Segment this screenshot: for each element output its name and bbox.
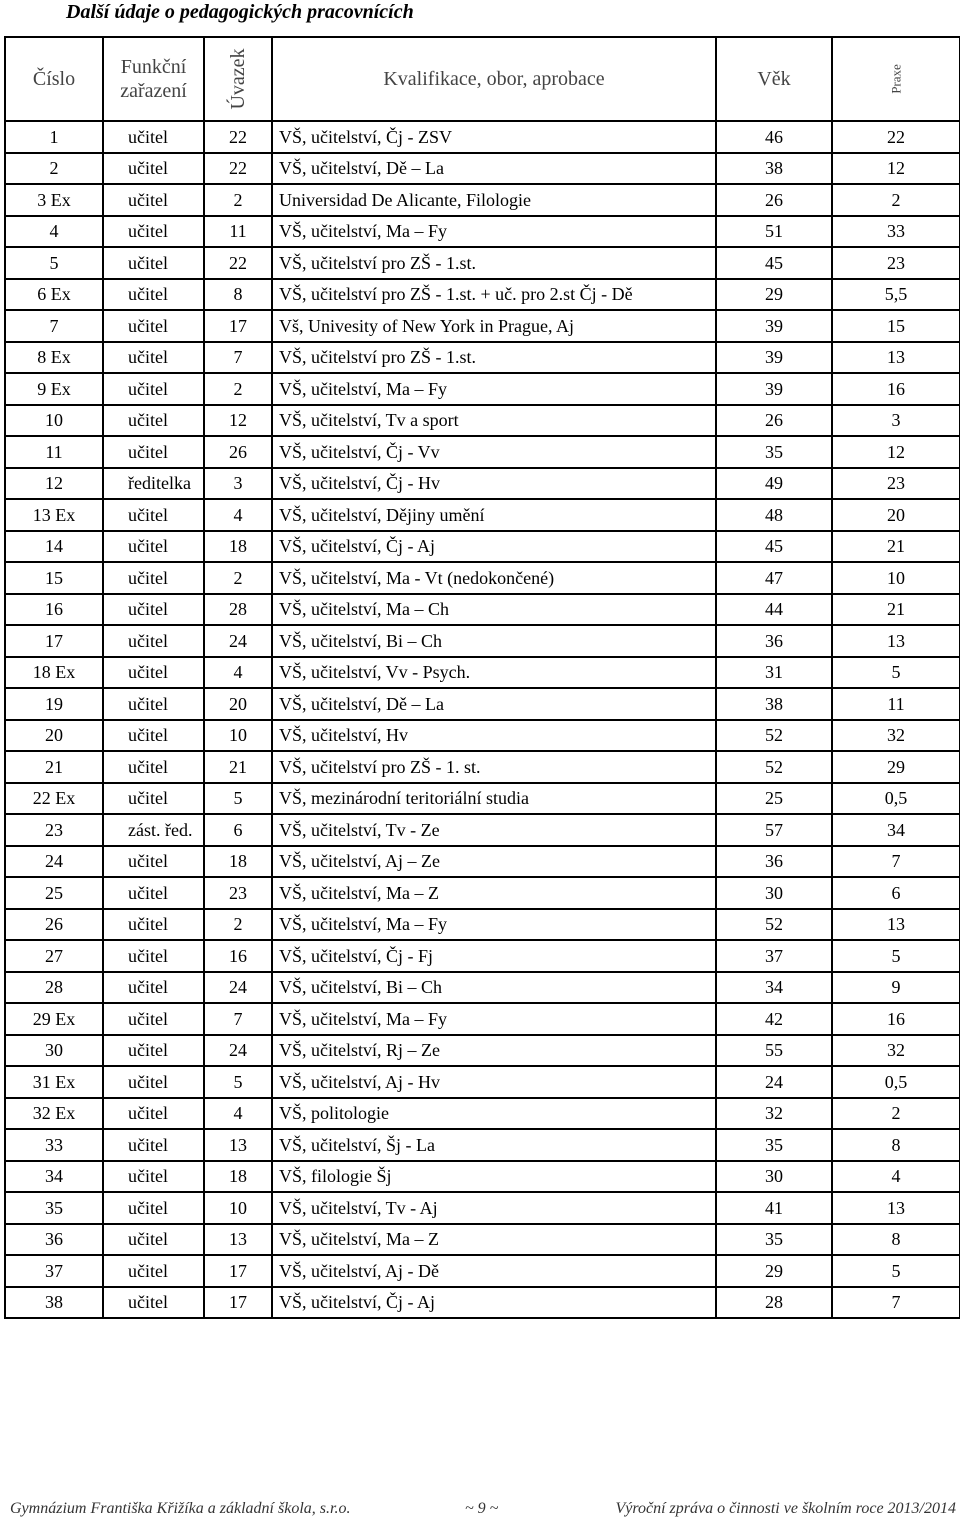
cell-function: učitel	[103, 153, 204, 185]
cell-age: 46	[716, 121, 832, 153]
cell-function: učitel	[103, 1255, 204, 1287]
cell-age: 35	[716, 436, 832, 468]
cell-function: učitel	[103, 972, 204, 1004]
cell-qualification: VŠ, učitelství, Dějiny umění	[272, 499, 716, 531]
cell-number: 17	[5, 625, 103, 657]
cell-qualification: Vš, Univesity of New York in Prague, Aj	[272, 310, 716, 342]
cell-age: 29	[716, 279, 832, 311]
table-row	[5, 531, 960, 563]
cell-function: učitel	[103, 594, 204, 626]
cell-function: učitel	[103, 436, 204, 468]
cell-practice: 32	[832, 1035, 960, 1067]
cell-load: 8	[204, 279, 272, 311]
cell-qualification: VŠ, učitelství, Ma – Fy	[272, 216, 716, 248]
cell-age: 41	[716, 1192, 832, 1224]
cell-number: 13 Ex	[5, 499, 103, 531]
cell-load: 10	[204, 1192, 272, 1224]
cell-practice: 5	[832, 657, 960, 689]
cell-number: 21	[5, 751, 103, 783]
cell-number: 3 Ex	[5, 184, 103, 216]
cell-number: 4	[5, 216, 103, 248]
table-row	[5, 342, 960, 374]
cell-qualification: VŠ, učitelství, Čj - Aj	[272, 1287, 716, 1319]
cell-age: 37	[716, 940, 832, 972]
cell-function: učitel	[103, 531, 204, 563]
cell-age: 49	[716, 468, 832, 500]
cell-load: 7	[204, 342, 272, 374]
cell-load: 13	[204, 1224, 272, 1256]
table-row	[5, 216, 960, 248]
cell-number: 20	[5, 720, 103, 752]
cell-load: 16	[204, 940, 272, 972]
cell-practice: 8	[832, 1129, 960, 1161]
cell-practice: 10	[832, 562, 960, 594]
cell-age: 36	[716, 625, 832, 657]
cell-qualification: VŠ, učitelství pro ZŠ - 1.st. + uč. pro 2.st Čj - Dě	[272, 279, 716, 311]
cell-number: 6 Ex	[5, 279, 103, 311]
cell-function: učitel	[103, 846, 204, 878]
cell-number: 12	[5, 468, 103, 500]
cell-number: 32 Ex	[5, 1098, 103, 1130]
cell-load: 17	[204, 1255, 272, 1287]
cell-function: učitel	[103, 1035, 204, 1067]
cell-number: 29 Ex	[5, 1003, 103, 1035]
cell-qualification: VŠ, učitelství, Ma – Fy	[272, 1003, 716, 1035]
cell-load: 4	[204, 657, 272, 689]
table-row	[5, 909, 960, 941]
cell-practice: 9	[832, 972, 960, 1004]
table-row	[5, 688, 960, 720]
cell-number: 34	[5, 1161, 103, 1193]
table-header-row	[5, 37, 960, 121]
header-function: Funkční zařazení	[103, 37, 204, 121]
cell-function: učitel	[103, 877, 204, 909]
cell-age: 52	[716, 751, 832, 783]
cell-qualification: VŠ, učitelství, Čj - Vv	[272, 436, 716, 468]
cell-number: 23	[5, 814, 103, 846]
header-qualification: Kvalifikace, obor, aprobace	[272, 37, 716, 121]
cell-practice: 23	[832, 247, 960, 279]
cell-function: ředitelka	[103, 468, 204, 500]
cell-practice: 8	[832, 1224, 960, 1256]
cell-load: 18	[204, 531, 272, 563]
table-row	[5, 1129, 960, 1161]
cell-load: 11	[204, 216, 272, 248]
page-title: Další údaje o pedagogických pracovnících	[66, 1, 414, 23]
cell-load: 5	[204, 1066, 272, 1098]
cell-function: učitel	[103, 720, 204, 752]
cell-practice: 16	[832, 1003, 960, 1035]
cell-load: 5	[204, 783, 272, 815]
cell-number: 16	[5, 594, 103, 626]
cell-age: 32	[716, 1098, 832, 1130]
cell-function: učitel	[103, 625, 204, 657]
header-load: Úvazek	[204, 37, 272, 121]
cell-load: 26	[204, 436, 272, 468]
footer-school-name: Gymnázium Františka Křižíka a základní škola, s.r.o.	[10, 1500, 351, 1517]
cell-age: 30	[716, 1161, 832, 1193]
cell-function: učitel	[103, 751, 204, 783]
cell-qualification: VŠ, učitelství, Vv - Psych.	[272, 657, 716, 689]
cell-load: 3	[204, 468, 272, 500]
cell-practice: 21	[832, 531, 960, 563]
cell-number: 10	[5, 405, 103, 437]
cell-practice: 11	[832, 688, 960, 720]
cell-qualification: VŠ, učitelství, Čj - Hv	[272, 468, 716, 500]
cell-age: 42	[716, 1003, 832, 1035]
cell-age: 39	[716, 373, 832, 405]
table-row	[5, 751, 960, 783]
cell-load: 17	[204, 310, 272, 342]
cell-number: 28	[5, 972, 103, 1004]
cell-practice: 29	[832, 751, 960, 783]
cell-function: učitel	[103, 184, 204, 216]
cell-age: 38	[716, 153, 832, 185]
cell-number: 11	[5, 436, 103, 468]
cell-practice: 2	[832, 1098, 960, 1130]
cell-number: 38	[5, 1287, 103, 1319]
table-row	[5, 436, 960, 468]
table-row	[5, 594, 960, 626]
staff-table	[4, 36, 960, 1319]
cell-practice: 15	[832, 310, 960, 342]
table-row	[5, 1224, 960, 1256]
cell-function: učitel	[103, 1224, 204, 1256]
cell-qualification: VŠ, učitelství, Tv - Aj	[272, 1192, 716, 1224]
table-row	[5, 940, 960, 972]
cell-practice: 16	[832, 373, 960, 405]
footer-page-number: ~ 9 ~	[465, 1500, 499, 1517]
cell-practice: 12	[832, 153, 960, 185]
cell-qualification: VŠ, učitelství, Tv - Ze	[272, 814, 716, 846]
cell-load: 20	[204, 688, 272, 720]
cell-number: 9 Ex	[5, 373, 103, 405]
cell-age: 35	[716, 1224, 832, 1256]
table-row	[5, 1066, 960, 1098]
table-row	[5, 657, 960, 689]
cell-age: 48	[716, 499, 832, 531]
cell-age: 45	[716, 531, 832, 563]
table-row	[5, 373, 960, 405]
table-row	[5, 846, 960, 878]
table-row	[5, 783, 960, 815]
cell-qualification: VŠ, učitelství, Aj - Hv	[272, 1066, 716, 1098]
cell-qualification: VŠ, učitelství pro ZŠ - 1.st.	[272, 247, 716, 279]
cell-age: 51	[716, 216, 832, 248]
cell-age: 47	[716, 562, 832, 594]
cell-qualification: VŠ, učitelství, Ma – Fy	[272, 373, 716, 405]
cell-load: 18	[204, 846, 272, 878]
cell-practice: 7	[832, 846, 960, 878]
cell-function: učitel	[103, 216, 204, 248]
cell-age: 39	[716, 310, 832, 342]
cell-load: 4	[204, 1098, 272, 1130]
cell-function: učitel	[103, 909, 204, 941]
cell-number: 26	[5, 909, 103, 941]
cell-function: učitel	[103, 1129, 204, 1161]
table-row	[5, 247, 960, 279]
header-age: Věk	[716, 37, 832, 121]
cell-function: učitel	[103, 405, 204, 437]
table-row	[5, 121, 960, 153]
cell-qualification: VŠ, učitelství, Dě – La	[272, 688, 716, 720]
cell-practice: 21	[832, 594, 960, 626]
cell-age: 30	[716, 877, 832, 909]
cell-age: 26	[716, 184, 832, 216]
cell-number: 36	[5, 1224, 103, 1256]
cell-number: 14	[5, 531, 103, 563]
cell-number: 15	[5, 562, 103, 594]
cell-load: 22	[204, 121, 272, 153]
cell-qualification: VŠ, učitelství pro ZŠ - 1.st.	[272, 342, 716, 374]
cell-practice: 5,5	[832, 279, 960, 311]
cell-qualification: VŠ, učitelství, Čj - Fj	[272, 940, 716, 972]
cell-load: 2	[204, 373, 272, 405]
cell-function: učitel	[103, 310, 204, 342]
cell-function: učitel	[103, 342, 204, 374]
cell-qualification: VŠ, učitelství pro ZŠ - 1. st.	[272, 751, 716, 783]
cell-load: 12	[204, 405, 272, 437]
cell-number: 5	[5, 247, 103, 279]
cell-age: 39	[716, 342, 832, 374]
cell-function: učitel	[103, 499, 204, 531]
cell-load: 21	[204, 751, 272, 783]
cell-age: 26	[716, 405, 832, 437]
cell-function: učitel	[103, 1003, 204, 1035]
cell-age: 24	[716, 1066, 832, 1098]
cell-practice: 12	[832, 436, 960, 468]
cell-age: 44	[716, 594, 832, 626]
cell-number: 31 Ex	[5, 1066, 103, 1098]
table-row	[5, 468, 960, 500]
cell-number: 22 Ex	[5, 783, 103, 815]
cell-number: 2	[5, 153, 103, 185]
table-row	[5, 562, 960, 594]
cell-function: učitel	[103, 1192, 204, 1224]
cell-function: učitel	[103, 1161, 204, 1193]
cell-load: 28	[204, 594, 272, 626]
table-row	[5, 1098, 960, 1130]
cell-qualification: VŠ, učitelství, Ma – Fy	[272, 909, 716, 941]
cell-qualification: VŠ, učitelství, Ma – Z	[272, 877, 716, 909]
cell-function: učitel	[103, 1066, 204, 1098]
table-row	[5, 720, 960, 752]
table-row	[5, 279, 960, 311]
cell-qualification: VŠ, učitelství, Aj - Dě	[272, 1255, 716, 1287]
cell-qualification: VŠ, mezinárodní teritoriální studia	[272, 783, 716, 815]
cell-load: 2	[204, 562, 272, 594]
cell-practice: 13	[832, 909, 960, 941]
cell-qualification: VŠ, učitelství, Ma – Z	[272, 1224, 716, 1256]
table-row	[5, 1255, 960, 1287]
cell-age: 29	[716, 1255, 832, 1287]
cell-load: 6	[204, 814, 272, 846]
cell-load: 22	[204, 247, 272, 279]
cell-practice: 13	[832, 625, 960, 657]
cell-practice: 7	[832, 1287, 960, 1319]
cell-number: 19	[5, 688, 103, 720]
table-row	[5, 1035, 960, 1067]
cell-age: 55	[716, 1035, 832, 1067]
table-row	[5, 499, 960, 531]
cell-function: učitel	[103, 121, 204, 153]
cell-number: 30	[5, 1035, 103, 1067]
cell-number: 7	[5, 310, 103, 342]
cell-qualification: VŠ, politologie	[272, 1098, 716, 1130]
cell-age: 52	[716, 909, 832, 941]
cell-age: 35	[716, 1129, 832, 1161]
cell-age: 28	[716, 1287, 832, 1319]
cell-load: 13	[204, 1129, 272, 1161]
cell-load: 2	[204, 184, 272, 216]
cell-practice: 34	[832, 814, 960, 846]
cell-qualification: VŠ, učitelství, Šj - La	[272, 1129, 716, 1161]
cell-age: 57	[716, 814, 832, 846]
cell-age: 25	[716, 783, 832, 815]
cell-function: učitel	[103, 657, 204, 689]
cell-age: 52	[716, 720, 832, 752]
cell-load: 17	[204, 1287, 272, 1319]
cell-load: 18	[204, 1161, 272, 1193]
footer-report-title: Výroční zpráva o činnosti ve školním roce 2013/2014	[615, 1500, 956, 1517]
cell-qualification: VŠ, učitelství, Dě – La	[272, 153, 716, 185]
table-row	[5, 1003, 960, 1035]
cell-practice: 6	[832, 877, 960, 909]
cell-qualification: VŠ, učitelství, Tv a sport	[272, 405, 716, 437]
cell-practice: 4	[832, 1161, 960, 1193]
cell-qualification: VŠ, učitelství, Bi – Ch	[272, 625, 716, 657]
table-row	[5, 625, 960, 657]
cell-load: 23	[204, 877, 272, 909]
cell-practice: 33	[832, 216, 960, 248]
cell-qualification: VŠ, učitelství, Hv	[272, 720, 716, 752]
table-row	[5, 877, 960, 909]
table-row	[5, 405, 960, 437]
cell-number: 18 Ex	[5, 657, 103, 689]
cell-qualification: VŠ, učitelství, Rj – Ze	[272, 1035, 716, 1067]
cell-number: 1	[5, 121, 103, 153]
table-row	[5, 1287, 960, 1319]
table-row	[5, 1161, 960, 1193]
cell-load: 24	[204, 625, 272, 657]
cell-qualification: VŠ, filologie Šj	[272, 1161, 716, 1193]
table-row	[5, 184, 960, 216]
cell-function: učitel	[103, 373, 204, 405]
cell-number: 8 Ex	[5, 342, 103, 374]
cell-number: 35	[5, 1192, 103, 1224]
cell-qualification: VŠ, učitelství, Bi – Ch	[272, 972, 716, 1004]
cell-function: učitel	[103, 1287, 204, 1319]
cell-load: 7	[204, 1003, 272, 1035]
cell-practice: 13	[832, 1192, 960, 1224]
cell-age: 36	[716, 846, 832, 878]
cell-age: 31	[716, 657, 832, 689]
cell-practice: 5	[832, 940, 960, 972]
cell-qualification: VŠ, učitelství, Čj - ZSV	[272, 121, 716, 153]
cell-age: 38	[716, 688, 832, 720]
cell-number: 25	[5, 877, 103, 909]
table-row	[5, 153, 960, 185]
cell-number: 27	[5, 940, 103, 972]
cell-function: učitel	[103, 279, 204, 311]
header-number: Číslo	[5, 37, 103, 121]
cell-load: 24	[204, 972, 272, 1004]
cell-qualification: VŠ, učitelství, Ma – Ch	[272, 594, 716, 626]
cell-function: učitel	[103, 562, 204, 594]
cell-number: 37	[5, 1255, 103, 1287]
table-row	[5, 814, 960, 846]
cell-load: 10	[204, 720, 272, 752]
table-body	[5, 121, 960, 1318]
cell-function: učitel	[103, 247, 204, 279]
cell-qualification: VŠ, učitelství, Aj – Ze	[272, 846, 716, 878]
cell-function: učitel	[103, 1098, 204, 1130]
cell-load: 2	[204, 909, 272, 941]
cell-practice: 2	[832, 184, 960, 216]
cell-function: učitel	[103, 688, 204, 720]
cell-practice: 3	[832, 405, 960, 437]
table-row	[5, 310, 960, 342]
page-footer	[0, 1500, 960, 1522]
cell-practice: 32	[832, 720, 960, 752]
cell-function: učitel	[103, 783, 204, 815]
cell-qualification: VŠ, učitelství, Čj - Aj	[272, 531, 716, 563]
cell-number: 33	[5, 1129, 103, 1161]
cell-practice: 13	[832, 342, 960, 374]
cell-practice: 0,5	[832, 1066, 960, 1098]
cell-function: zást. řed.	[103, 814, 204, 846]
cell-qualification: Universidad De Alicante, Filologie	[272, 184, 716, 216]
cell-qualification: VŠ, učitelství, Ma - Vt (nedokončené)	[272, 562, 716, 594]
cell-age: 45	[716, 247, 832, 279]
header-practice: Praxe	[832, 37, 960, 121]
cell-load: 24	[204, 1035, 272, 1067]
cell-practice: 20	[832, 499, 960, 531]
cell-practice: 22	[832, 121, 960, 153]
cell-practice: 5	[832, 1255, 960, 1287]
table-row	[5, 972, 960, 1004]
cell-function: učitel	[103, 940, 204, 972]
cell-load: 4	[204, 499, 272, 531]
cell-load: 22	[204, 153, 272, 185]
cell-age: 34	[716, 972, 832, 1004]
table-row	[5, 1192, 960, 1224]
cell-number: 24	[5, 846, 103, 878]
cell-practice: 23	[832, 468, 960, 500]
cell-practice: 0,5	[832, 783, 960, 815]
